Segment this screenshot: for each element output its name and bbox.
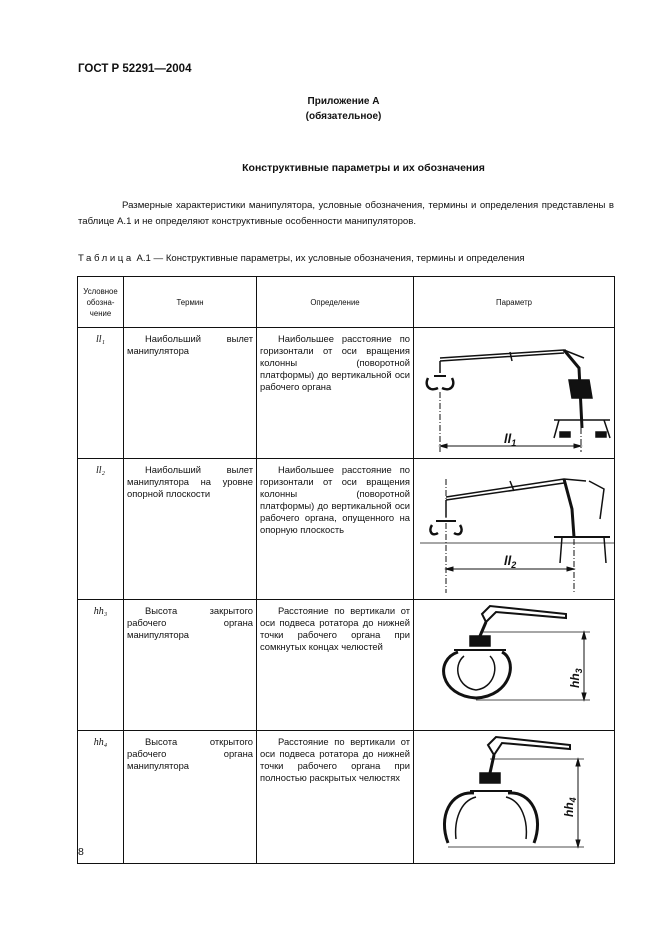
table-header-row	[78, 277, 615, 328]
crane-reach-diagram	[414, 328, 615, 459]
row-definition: Наибольшее расстояние по горизонтали от оси вращения колонны (поворотной платформы) до вертикальной оси рабочего органа, опущенного на опорную плоскость	[257, 459, 414, 600]
header-definition: Определение	[257, 277, 414, 328]
diagram-sub-h4: 4	[568, 797, 578, 803]
row-symbol: ll₂	[78, 459, 124, 600]
header-term: Термин	[124, 277, 257, 328]
row-term: Наибольший вылет манипулятора	[124, 328, 257, 459]
row-term: Высота закрытого рабочего органа манипулятора	[124, 600, 257, 731]
svg-text:hh3	[568, 668, 584, 688]
appendix-block	[13, 94, 661, 124]
diagram-sub-h3: 3	[574, 668, 584, 674]
header-parameter: Параметр	[414, 277, 615, 328]
crane-ground-reach-diagram	[414, 459, 615, 600]
table-row	[78, 459, 615, 600]
header-symbol: Условное обозна-чение	[78, 277, 124, 328]
svg-text:hh4	[562, 797, 578, 817]
row-symbol: hh₄	[78, 731, 124, 864]
row-definition: Расстояние по вертикали от оси подвеса ротатора до нижней точки рабочего органа при сомкнутых концах челюстей	[257, 600, 414, 731]
parameters-table	[77, 276, 615, 864]
svg-text:ll2	[504, 553, 516, 570]
row-symbol: hh₃	[78, 600, 124, 731]
row-definition: Расстояние по вертикали от оси подвеса ротатора до нижней точки рабочего органа при полностью раскрытых челюстях	[257, 731, 414, 864]
open-grapple-diagram	[414, 731, 615, 864]
appendix-title: Приложение А	[307, 96, 380, 107]
row-symbol: ll₁	[78, 328, 124, 459]
diagram-sub-l2: 2	[511, 560, 517, 570]
diagram-label-l2: ll	[504, 553, 512, 568]
table-caption	[78, 253, 525, 264]
intro-paragraph: Размерные характеристики манипулятора, условные обозначения, термины и определения представлены в таблице А.1 и не определяют конструктивные особенности манипуляторов.	[78, 200, 614, 227]
table-row	[78, 328, 615, 459]
row-term: Наибольший вылет манипулятора на уровне опорной плоскости	[124, 459, 257, 600]
table-caption-label: Таблица	[78, 253, 134, 264]
section-heading: Конструктивные параметры и их обозначения	[242, 162, 485, 174]
appendix-note: (обязательное)	[305, 111, 382, 122]
diagram-label-l1: ll	[504, 431, 512, 446]
row-definition: Наибольшее расстояние по горизонтали от оси вращения колонны (поворотной платформы) до вертикальной оси рабочего органа	[257, 328, 414, 459]
page-number: 8	[78, 846, 84, 858]
table-caption-text: А.1 — Конструктивные параметры, их условные обозначения, термины и определения	[133, 253, 525, 264]
row-term: Высота открытого рабочего органа манипулятора	[124, 731, 257, 864]
table-row	[78, 731, 615, 864]
standard-code: ГОСТ Р 52291—2004	[78, 63, 192, 75]
diagram-sub-l1: 1	[511, 438, 517, 448]
diagram-label-h3: hh	[568, 673, 582, 688]
svg-text:ll1	[504, 431, 516, 448]
closed-grapple-diagram	[414, 600, 615, 731]
table-row	[78, 600, 615, 731]
diagram-label-h4: hh	[562, 802, 576, 817]
